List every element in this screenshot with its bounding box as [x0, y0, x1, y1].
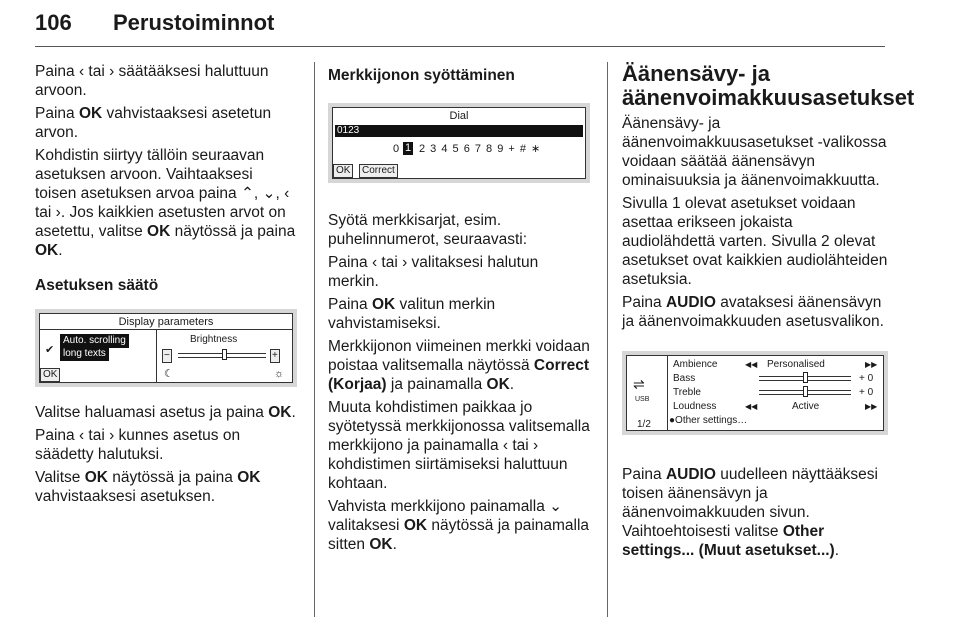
sun-icon: ☼ [274, 368, 285, 380]
screen-title: Dial [449, 110, 469, 122]
treble-value: + 0 [859, 387, 874, 398]
chevron-left-icon: ◀◀ [745, 360, 758, 369]
usb-label: USB [635, 396, 650, 403]
paragraph: Vahvista merkkijono painamalla ⌄ valitaksesi OK näytössä ja painamalla sitten OK. [328, 498, 590, 553]
paragraph: Paina AUDIO uudelleen näyttääksesi toisen äänensävyn ja äänenvoimakkuuden sivun. Vaihtoehtoisesti valitse Other settings... (Muut asetukset...). [622, 466, 878, 559]
plus-icon: + [272, 350, 278, 361]
digit-row: 2 3 4 5 6 7 8 9 + # ∗ [419, 143, 542, 155]
column-divider [314, 62, 315, 617]
slider-knob [803, 386, 808, 397]
option-auto-scrolling: Auto. scrolling [60, 334, 129, 348]
audio-settings-screen [622, 351, 888, 435]
ok-button: OK [333, 164, 353, 178]
screen-title: Display parameters [118, 316, 214, 328]
column-2 [328, 62, 590, 558]
paragraph: Merkkijonon viimeinen merkki voidaan poistaa valitsemalla näytössä Correct (Korjaa) ja painamalla OK. [328, 338, 590, 393]
digit: 0 [393, 143, 400, 155]
bass-label: Bass [673, 373, 696, 384]
section-heading: Asetuksen säätö [35, 277, 159, 294]
dial-screen [328, 103, 590, 183]
loudness-value: Active [792, 401, 820, 412]
ambience-value: Personalised [767, 359, 825, 370]
section-heading: Äänensävy- ja äänenvoimakkuusasetukset [622, 61, 915, 110]
slider-knob [803, 372, 808, 383]
correct-button: Correct [359, 164, 398, 178]
display-parameters-screen [35, 309, 297, 387]
ambience-label: Ambience [673, 359, 718, 370]
checkbox-icon: ✔ [45, 344, 55, 356]
treble-label: Treble [673, 387, 701, 398]
slider-knob [222, 349, 227, 360]
paragraph: Sivulla 1 olevat asetukset voidaan asettaa erikseen jokaista audiolähdettä varten. Sivulla 2 olevat asetukset ovat kaikkien audiolähteiden asetuksia. [622, 195, 888, 288]
chevron-right-icon: ▶▶ [865, 360, 878, 369]
page-number: 106 [35, 10, 72, 35]
column-3 [622, 61, 915, 564]
paragraph: Valitse haluamasi asetus ja paina OK. [35, 404, 296, 421]
minus-icon: − [164, 350, 170, 361]
paragraph: Valitse OK näytössä ja paina OK vahvistaaksesi asetuksen. [35, 469, 261, 505]
input-field: 0123 [335, 125, 583, 137]
page-header [35, 6, 885, 47]
chevron-right-icon: ▶▶ [865, 402, 878, 411]
brightness-label: Brightness [190, 334, 238, 345]
option-long-texts: long texts [60, 347, 109, 361]
ok-button: OK [40, 368, 60, 382]
page-title: Perustoiminnot [113, 10, 275, 35]
column-divider [607, 62, 608, 617]
page-indicator: 1/2 [637, 419, 651, 430]
paragraph: Paina OK valitun merkin vahvistamiseksi. [328, 296, 496, 332]
paragraph: Paina ‹ tai › kunnes asetus on säädetty halutuksi. [35, 427, 241, 463]
paragraph: Paina ‹ tai › säätääksesi haluttuun arvoon. [35, 63, 269, 99]
section-heading: Merkkijonon syöttäminen [328, 67, 515, 84]
chevron-left-icon: ◀◀ [745, 402, 758, 411]
usb-icon: ⇌ [633, 376, 645, 392]
loudness-label: Loudness [673, 401, 717, 412]
paragraph: Paina AUDIO avataksesi äänensävyn ja äänenvoimakkuuden asetusvalikon. [622, 294, 884, 330]
moon-icon: ☾ [164, 368, 174, 380]
paragraph: Kohdistin siirtyy tällöin seuraavan asetuksen arvoon. Vaihtaaksesi toisen asetuksen arvoa paina ⌃, ⌄, ‹ tai ›. Jos kaikkien asetusten arvot on asetettu, valitse OK näytössä ja paina OK. [35, 147, 296, 259]
other-settings-item: ●Other settings… [669, 415, 748, 426]
selected-digit: 1 [405, 142, 412, 154]
column-1 [35, 62, 297, 510]
bass-value: + 0 [859, 373, 874, 384]
paragraph: Paina OK vahvistaaksesi asetetun arvon. [35, 105, 272, 141]
paragraph: Paina ‹ tai › valitaksesi halutun merkin. [328, 254, 539, 290]
paragraph: Äänensävy- ja äänenvoimakkuusasetukset -valikossa voidaan säätää äänensävyn ominaisuuksia ja äänenvoimakkuutta. [622, 115, 887, 189]
paragraph: Muuta kohdistimen paikkaa jo syötetyssä merkkijonossa valitsemalla merkkijono ja painamalla ‹ tai › kohdistimen siirtämiseksi haluttuun kohtaan. [328, 399, 590, 492]
paragraph: Syötä merkkisarjat, esim. puhelinnumerot, seuraavasti: [328, 212, 528, 248]
